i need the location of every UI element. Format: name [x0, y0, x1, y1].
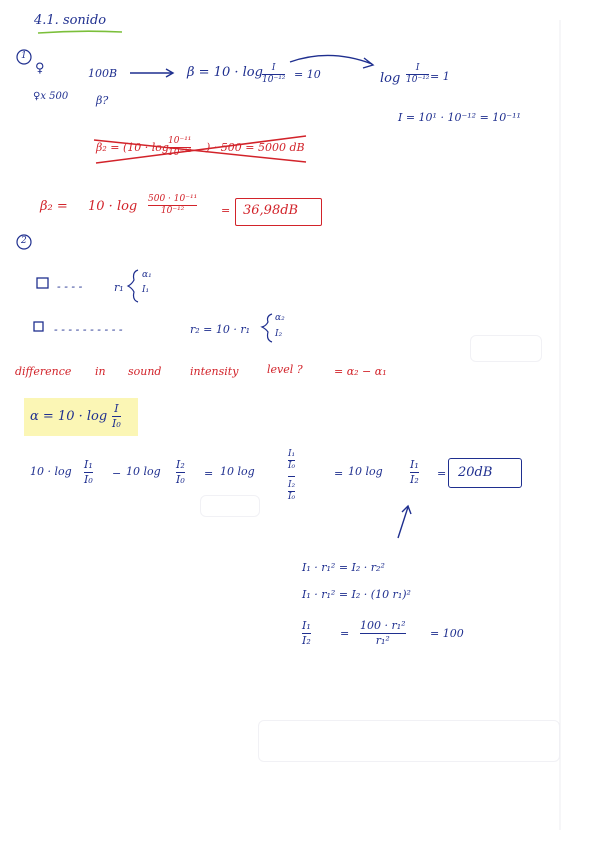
- problem-number: 1: [21, 51, 27, 61]
- fraction-denominator: 10⁻¹²: [262, 75, 286, 86]
- fraction-denominator: 10⁻¹²: [168, 148, 192, 159]
- deriv-term-c: 10 log: [220, 465, 255, 478]
- fraction-denominator: I₀: [288, 492, 296, 503]
- brace-2: [262, 314, 272, 342]
- distance-r2: r₂ = 10 · r₁: [190, 323, 251, 336]
- source-square-2: [34, 322, 43, 331]
- question-word: sound: [128, 365, 162, 378]
- question-word: level ?: [267, 363, 303, 376]
- fraction-denominator: 10⁻¹²: [406, 75, 430, 86]
- beta-equation: β = 10 · log: [187, 65, 263, 80]
- deriv-fraction-a: [84, 459, 93, 485]
- beta2-log: 10 · log: [88, 199, 138, 214]
- crossed-out-rhs: ) · 500 = 5000 dB: [206, 141, 305, 154]
- fraction-denominator: I₀: [288, 461, 296, 472]
- fraction-denominator: r₁²: [375, 633, 390, 647]
- ratio-rhs-fraction: [360, 620, 406, 646]
- dashed-line-2: - - - - - - - - - -: [54, 323, 123, 336]
- crossed-out-lhs: β₂ = (10 · log: [96, 141, 169, 154]
- given-value: 100B: [88, 67, 118, 80]
- beta2-label: β₂ =: [40, 199, 68, 214]
- I1-label: I₁: [142, 285, 150, 295]
- source-square-1: [37, 278, 48, 288]
- fraction-numerator: I₂: [176, 458, 185, 471]
- deriv-term-a: 10 · log: [30, 465, 72, 478]
- fraction-denominator: 10⁻¹²: [160, 206, 185, 217]
- formula-lhs: α = 10 · log: [30, 409, 108, 424]
- fraction-numerator: I₁: [302, 619, 311, 632]
- fraction-denominator: I₂: [302, 633, 311, 647]
- equals-ten: = 10: [294, 68, 321, 81]
- log-label: log: [380, 71, 401, 86]
- deriv-fraction-d: [410, 459, 419, 485]
- deriv-equals-1: =: [204, 467, 214, 480]
- distance-r1: r₁: [114, 281, 124, 294]
- deriv-minus: −: [112, 467, 122, 480]
- deriv-equals-2: =: [334, 467, 344, 480]
- curved-arrow: [290, 55, 372, 64]
- page-title: 4.1. sonido: [34, 13, 107, 28]
- question-word: difference: [15, 365, 72, 378]
- deriv-term-d: 10 log: [348, 465, 383, 478]
- beta2-answer: 36,98dB: [243, 203, 299, 218]
- fraction-numerator: I₁: [288, 449, 296, 459]
- fraction-denominator: I₀: [84, 472, 93, 486]
- fraction-denominator: I₀: [112, 416, 121, 430]
- inverse-square-line-1: I₁ · r₁² = I₂ · r₂²: [302, 561, 385, 574]
- fraction-numerator: I₁: [410, 458, 419, 471]
- fraction-numerator: 10⁻¹¹: [168, 136, 192, 146]
- fraction-numerator: I: [271, 63, 276, 73]
- question-rhs: = α₂ − α₁: [334, 365, 387, 378]
- beta2-fraction: [148, 195, 197, 217]
- fraction-I-over-ref: [262, 64, 285, 86]
- beta2-equals: =: [221, 204, 231, 217]
- fraction-denominator: I₀: [176, 472, 185, 486]
- ratio-equals: =: [340, 627, 350, 640]
- question-word: intensity: [190, 365, 239, 378]
- problem-number: 2: [21, 236, 27, 246]
- brace-1: [128, 270, 138, 302]
- person-figure-icon: ♀: [35, 61, 45, 76]
- title-underline: [38, 31, 122, 33]
- alpha1-label: α₁: [142, 270, 152, 280]
- fraction-numerator: 500 · 10⁻¹¹: [148, 194, 198, 204]
- dashed-line-1: - - - -: [57, 280, 83, 293]
- deriv-answer: 20dB: [458, 465, 493, 480]
- person-times-label: ♀x 500: [33, 91, 69, 102]
- I2-label: I₂: [275, 329, 283, 339]
- intensity-result: I = 10¹ · 10⁻¹² = 10⁻¹¹: [398, 111, 521, 124]
- deriv-term-b: 10 log: [126, 465, 161, 478]
- beta-question: β?: [96, 94, 109, 107]
- formula-fraction: [112, 403, 121, 429]
- fraction-numerator: I: [415, 63, 420, 73]
- ratio-result: = 100: [430, 627, 464, 640]
- fraction-numerator: I₂: [288, 479, 296, 490]
- fraction-numerator: I: [114, 402, 119, 415]
- fraction-numerator: I₁: [84, 458, 93, 471]
- log-fraction: [406, 64, 429, 86]
- deriv-compound-fraction: [288, 450, 295, 503]
- ratio-fraction: [302, 620, 311, 646]
- main-fraction-bar: [288, 476, 295, 477]
- deriv-equals-3: =: [437, 467, 447, 480]
- alpha2-label: α₂: [275, 313, 285, 323]
- equals-one: = 1: [430, 70, 450, 83]
- question-word: in: [95, 365, 106, 378]
- fraction-numerator: 100 · r₁²: [360, 619, 406, 632]
- crossed-out-fraction: [168, 137, 191, 159]
- fraction-denominator: I₂: [410, 472, 419, 486]
- deriv-fraction-b: [176, 459, 185, 485]
- person-figure-icon: ♀: [33, 91, 41, 102]
- inverse-square-line-2: I₁ · r₁² = I₂ · (10 r₁)²: [302, 588, 411, 601]
